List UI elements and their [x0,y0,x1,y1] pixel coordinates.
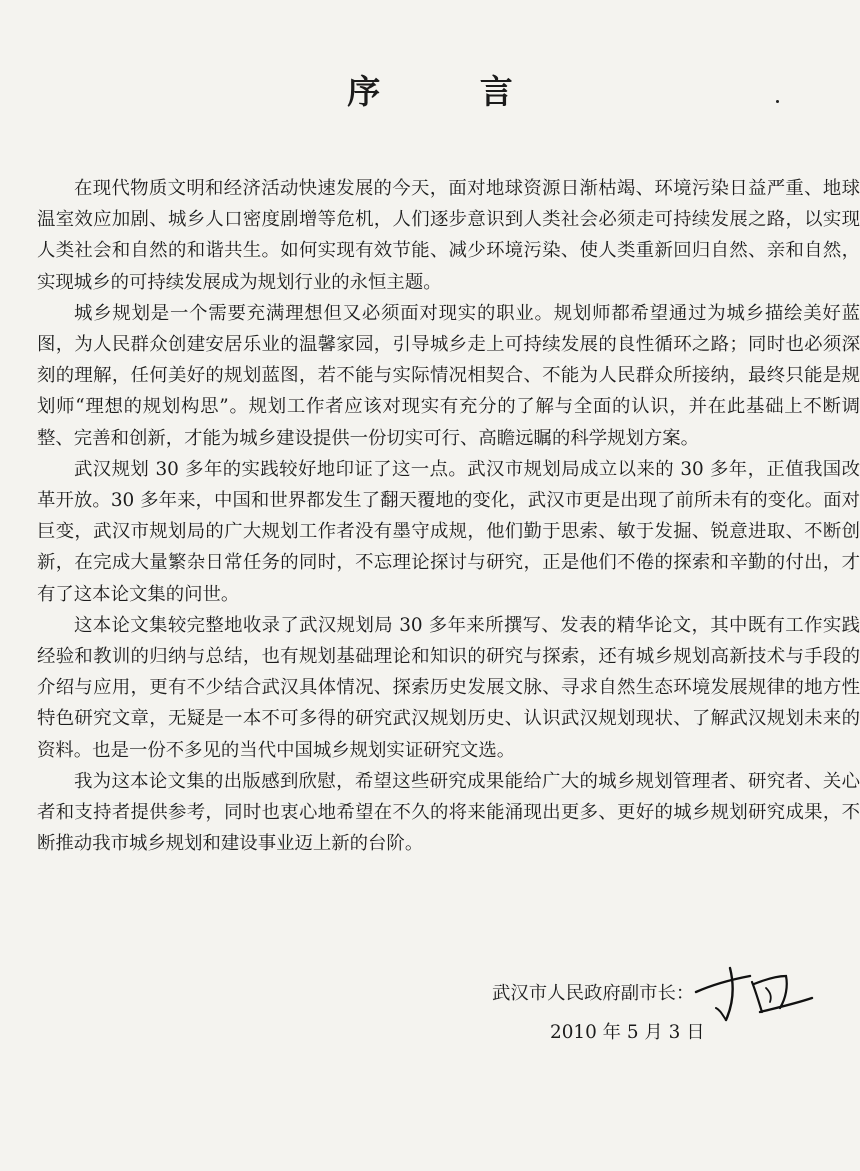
signatory-title: 武汉市人民政府副市长： [492,983,695,1004]
paragraph-5: 我为这本论文集的出版感到欣慰，希望这些研究成果能给广大的城乡规划管理者、研究者、关心者和支持者提供参考，同时也衷心地希望在不久的将来能涌现出更多、更好的城乡规划研究成果，不断推动我市城乡规划和建设事业迈上新的台阶。 [37,770,860,855]
date: 2010 年 5 月 3 日 [550,1022,705,1043]
paragraph-1: 在现代物质文明和经济活动快速发展的今天，面对地球资源日渐枯竭、环境污染日益严重、地球温室效应加剧、城乡人口密度剧增等危机，人们逐步意识到人类社会必须走可持续发展之路，以实现人类社会和自然的和谐共生。如何实现有效节能、减少环境污染、使人类重新回归自然、亲和自然，实现城乡的可持续发展成为规划行业的永恒主题。 [37,178,860,293]
handwritten-signature [690,962,820,1026]
paragraph-2: 城乡规划是一个需要充满理想但又必须面对现实的职业。规划师都希望通过为城乡描绘美好蓝图，为人民群众创建安居乐业的温馨家园，引导城乡走上可持续发展的良性循环之路；同时也必须深刻的理解，任何美好的规划蓝图，若不能与实际情况相契合、不能为人民群众所接纳，最终只能是规划师“理想的规划构思”。规划工作者应该对现实有充分的了解与全面的认识，并在此基础上不断调整、完善和创新，才能为城乡建设提供一份切实可行、高瞻远瞩的科学规划方案。 [37,302,860,449]
page-title: 序 言 [347,72,557,111]
paragraph-3: 武汉规划 30 多年的实践较好地印证了这一点。武汉市规划局成立以来的 30 多年，正值我国改革开放。30 多年来，中国和世界都发生了翻天覆地的变化，武汉市更是出现了前所未有的变化。面对巨变，武汉市规划局的广大规划工作者没有墨守成规，他们勤于思索、敏于发掘、锐意进取、不断创新，在完成大量繁杂日常任务的同时，不忘理论探讨与研究，正是他们不倦的探索和辛勤的付出，才有了这本论文集的问世。 [37,458,860,605]
preface-body [37,173,860,859]
paragraph-4: 这本论文集较完整地收录了武汉规划局 30 多年来所撰写、发表的精华论文，其中既有工作实践经验和教训的归纳与总结，也有规划基础理论和知识的研究与探索，还有城乡规划高新技术与手段的介绍与应用，更有不少结合武汉具体情况、探索历史发展文脉、寻求自然生态环境发展规律的地方性特色研究文章，无疑是一本不可多得的研究武汉规划历史、认识武汉规划现状、了解武汉规划未来的资料。也是一份不多见的当代中国城乡规划实证研究文选。 [37,614,860,761]
ink-speck [776,100,779,103]
